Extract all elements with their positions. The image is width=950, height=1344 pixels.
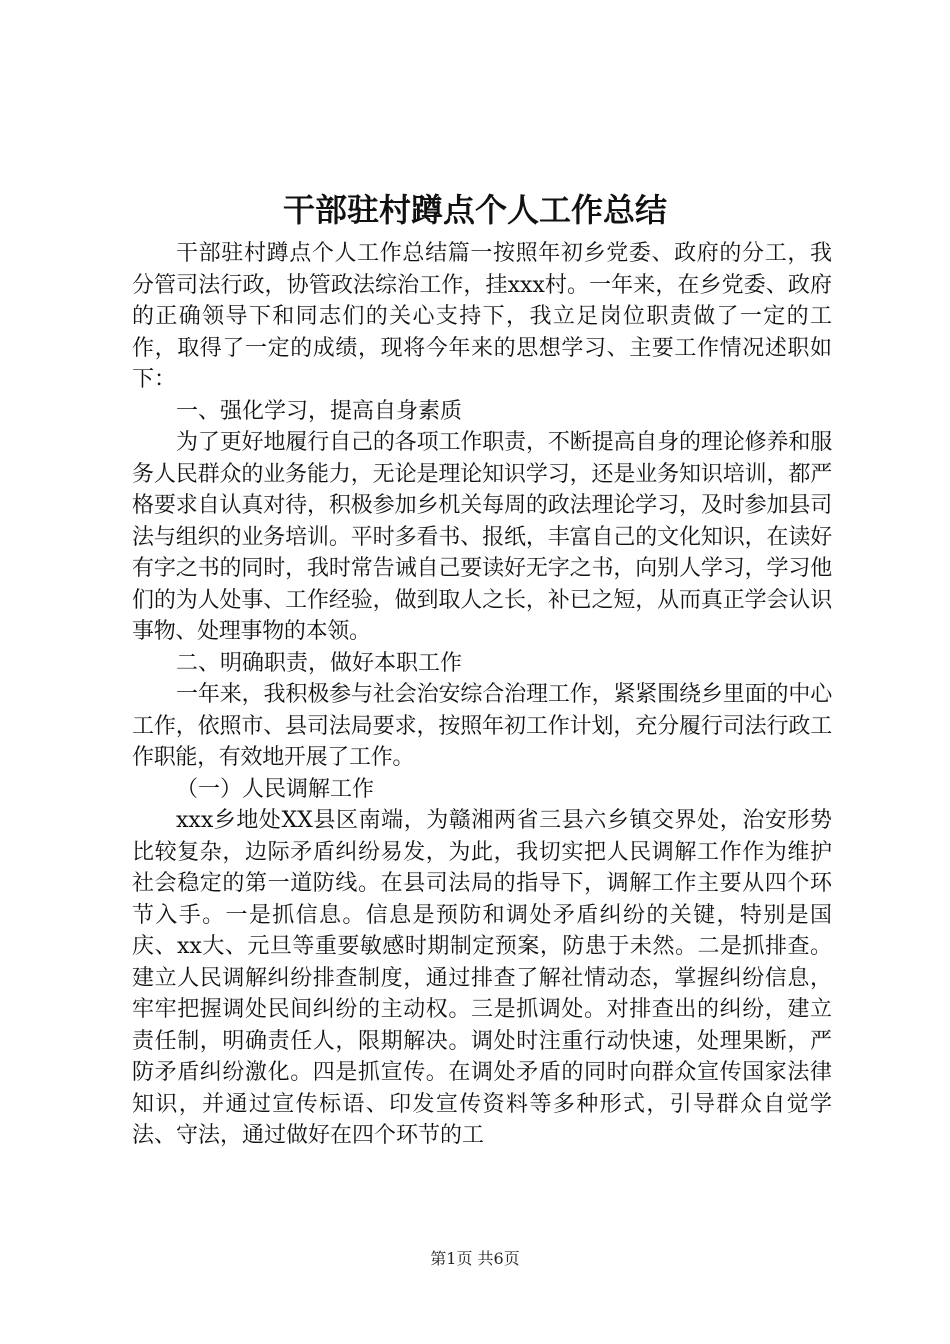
paragraph-intro: 干部驻村蹲点个人工作总结篇一按照年初乡党委、政府的分工，我分管司法行政，协管政法综治工作，挂xxx村。一年来，在乡党委、政府的正确领导下和同志们的关心支持下，我立足岗位职责做了一定的工作，取得了一定的成绩，现将今年来的思想学习、主要工作情况述职如下： (132, 241, 832, 392)
page-footer: 第1页 共6页 (430, 1249, 520, 1268)
heading-section-2: 二、明确职责，做好本职工作 (176, 650, 463, 676)
paragraph-mediation: xxx乡地处XX县区南端，为赣湘两省三县六乡镇交界处，治安形势比较复杂，边际矛盾纠纷易发，为此，我切实把人民调解工作作为维护社会稳定的第一道防线。在县司法局的指导下，调解工作主要从四个环节入手。一是抓信息。信息是预防和调处矛盾纠纷的关键，特别是国庆、xx大、元旦等重要敏感时期制定预案，防患于未然。二是抓排查。建立人民调解纠纷排查制度，通过排查了解社情动态，掌握纠纷信息，牢牢把握调处民间纠纷的主动权。三是抓调处。对排查出的纠纷，建立责任制，明确责任人，限期解决。调处时注重行动快速，处理果断，严防矛盾纠纷激化。四是抓宣传。在调处矛盾的同时向群众宣传国家法律知识，并通过宣传标语、印发宣传资料等多种形式，引导群众自觉学法、守法，通过做好在四个环节的工 (132, 808, 832, 1148)
paragraph-duties: 一年来，我积极参与社会治安综合治理工作，紧紧围绕乡里面的中心工作，依照市、县司法局要求，按照年初工作计划，充分履行司法行政工作职能，有效地开展了工作。 (132, 682, 832, 770)
heading-subsection-1: （一）人民调解工作 (176, 776, 375, 802)
heading-section-1: 一、强化学习，提高自身素质 (176, 398, 463, 424)
paragraph-study: 为了更好地履行自己的各项工作职责，不断提高自身的理论修养和服务人民群众的业务能力，无论是理论知识学习，还是业务知识培训，都严格要求自认真对待，积极参加乡机关每周的政法理论学习，及时参加县司法与组织的业务培训。平时多看书、报纸，丰富自己的文化知识，在读好有字之书的同时，我时常告诫自己要读好无字之书，向别人学习，学习他们的为人处事、工作经验，做到取人之长，补已之短，从而真正学会认识事物、处理事物的本领。 (132, 430, 832, 644)
document-body (132, 238, 832, 1152)
document-title: 干部驻村蹲点个人工作总结 (282, 191, 667, 229)
